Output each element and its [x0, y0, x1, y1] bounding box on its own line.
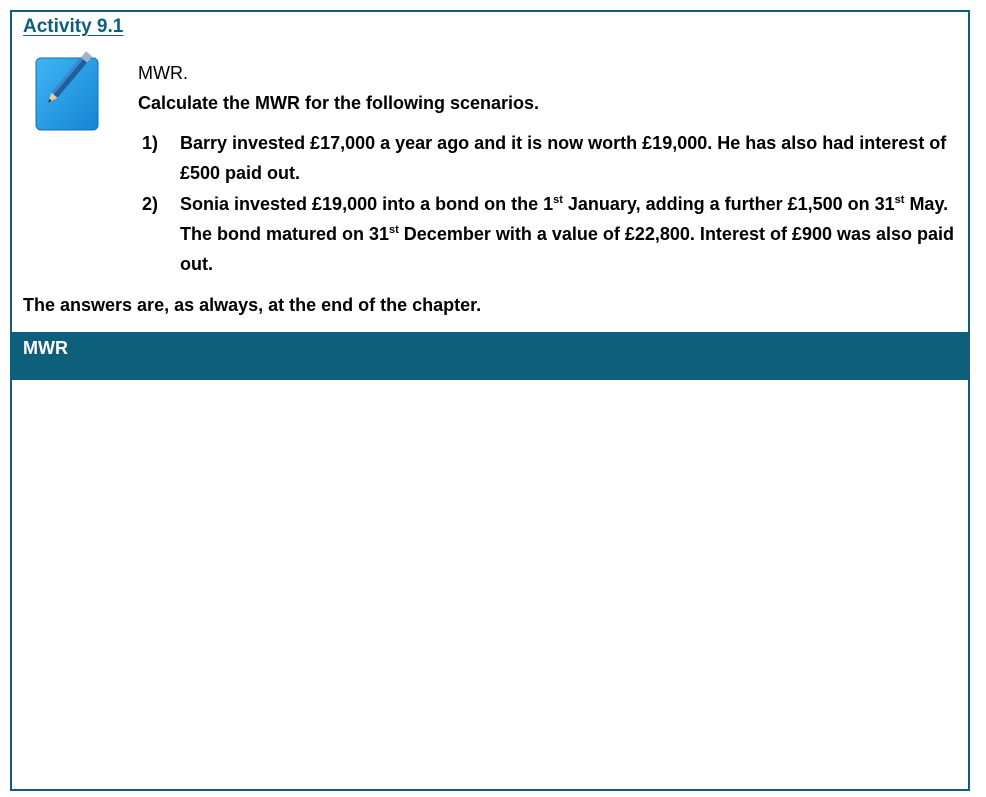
answer-section-title: MWR — [23, 338, 68, 358]
closing-note: The answers are, as always, at the end of the chapter. — [23, 295, 482, 315]
scenario-item — [142, 189, 962, 279]
scenario-text-part: Sonia invested £19,000 into a bond on the 1 — [180, 194, 554, 214]
scenario-text: Barry invested £17,000 a year ago and it is now worth £19,000. He has also had interest of £500 paid out. — [180, 133, 947, 183]
ordinal-suffix: st — [389, 224, 399, 236]
activity-intro — [138, 58, 539, 118]
ordinal-suffix: st — [553, 194, 563, 206]
scenario-number: 2) — [142, 194, 159, 214]
activity-box — [10, 10, 970, 791]
ordinal-suffix: st — [894, 194, 905, 206]
activity-topic: MWR. — [138, 63, 188, 83]
scenario-text-part: May. The bond matured on 31 — [180, 194, 949, 244]
scenario-text-part: January, adding a further £1,500 on 31 — [562, 194, 895, 214]
pencil-edit-icon — [34, 50, 110, 132]
activity-title: Activity 9.1 — [23, 16, 124, 37]
activity-instruction: Calculate the MWR for the following scenarios. — [138, 93, 540, 113]
answer-area[interactable] — [12, 380, 968, 789]
scenario-list — [142, 128, 962, 280]
answer-section-header — [12, 332, 968, 380]
scenario-number: 1) — [142, 133, 159, 153]
scenario-item — [142, 128, 962, 188]
scenario-text-part: December with a value of £22,800. Interest of £900 was also paid out. — [180, 224, 955, 274]
